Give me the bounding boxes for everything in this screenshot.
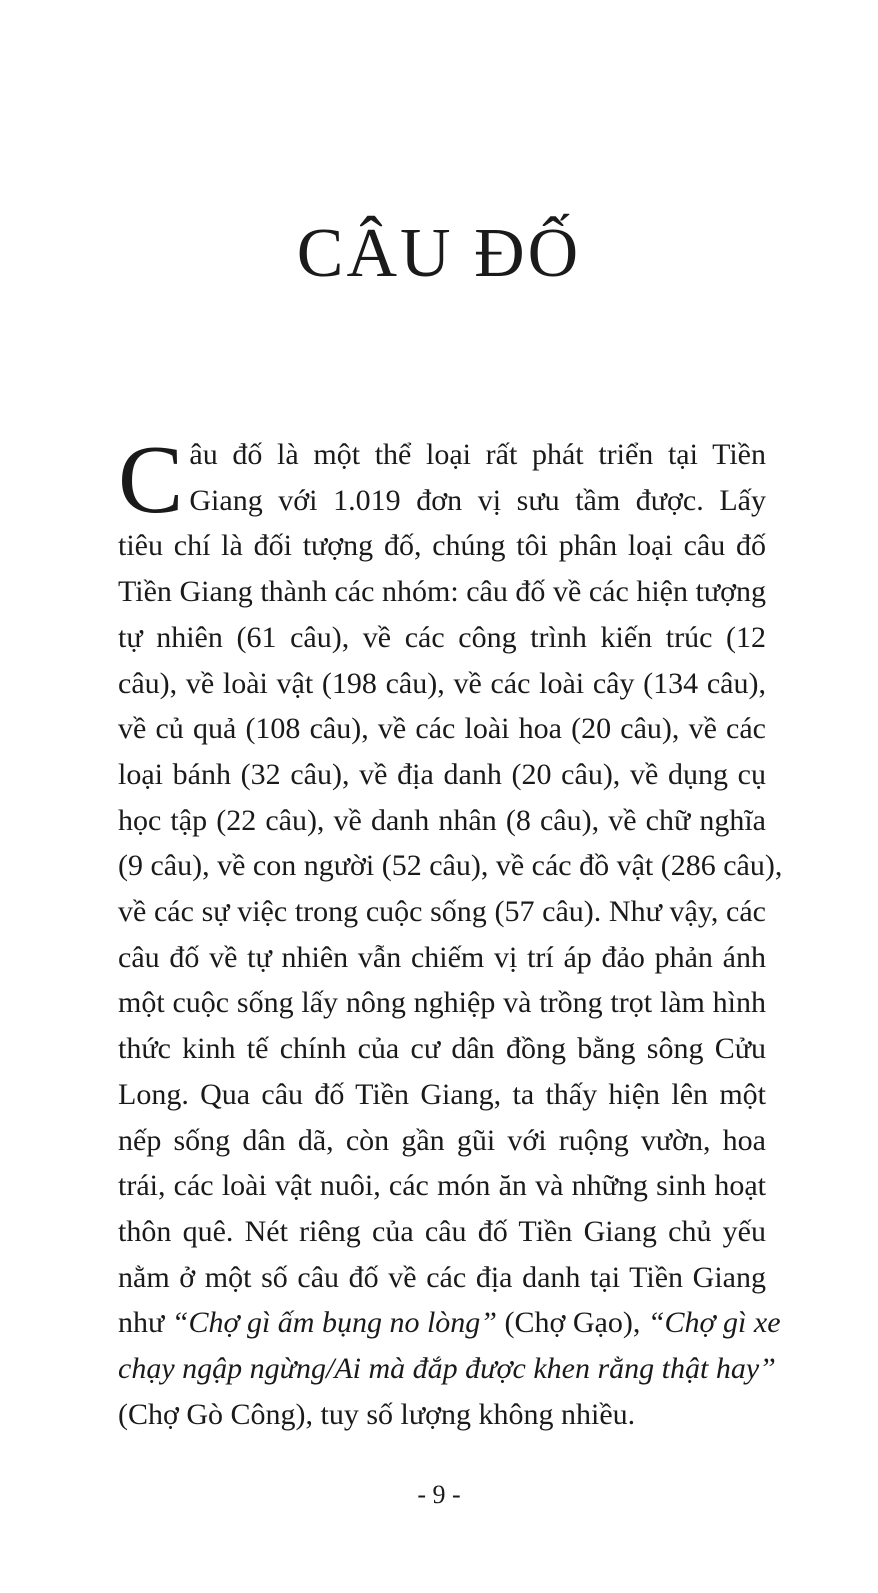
text-line: tự nhiên (61 câu), về các công trình kiến trúc (12 [118,620,766,654]
body-text [118,426,783,1437]
drop-cap: C [118,426,184,534]
text-line: loại bánh (32 câu), về địa danh (20 câu), về dụng cụ [118,757,766,791]
text-line: trái, các loài vật nuôi, các món ăn và những sinh hoạt [118,1169,766,1203]
text-line-last: (Chợ Gò Công), tuy số lượng không nhiều. [118,1397,636,1431]
text-line: Giang với 1.019 đơn vị sưu tầm được. Lấy [189,483,766,517]
text-line: về các sự việc trong cuộc sống (57 câu). Như vậy, các [118,895,766,929]
text-line: thôn quê. Nét riêng của câu đố Tiền Giang chủ yếu [118,1214,766,1248]
text-line: Long. Qua câu đố Tiền Giang, ta thấy hiện lên một [118,1077,766,1111]
text-line: nằm ở một số câu đố về các địa danh tại Tiền Giang [118,1260,766,1294]
text-line: nếp sống dân dã, còn gần gũi với ruộng vườn, hoa [118,1123,766,1157]
chapter-title: CÂU ĐỐ [296,215,582,292]
text-line: học tập (22 câu), về danh nhân (8 câu), về chữ nghĩa [118,803,766,837]
text-run: như [118,1306,172,1340]
text-line: về củ quả (108 câu), về các loài hoa (20 câu), về các [118,712,766,746]
text-line: Tiền Giang thành các nhóm: câu đố về các hiện tượng [118,575,766,609]
text-line: tiêu chí là đối tượng đố, chúng tôi phân loại câu đố [118,529,766,563]
quote-italic: “Chợ gì xe [647,1306,781,1340]
page-number: - 9 - [417,1480,461,1509]
text-line-mixed [118,1300,781,1346]
quote-italic: “Chợ gì ấm bụng no lòng” [171,1306,497,1340]
text-line: câu), về loài vật (198 câu), về các loài cây (134 câu), [118,666,766,700]
quote-italic-line: chạy ngập ngừng/Ai mà đắp được khen rằng thật hay” [118,1352,776,1386]
text-line: câu đố về tự nhiên vẫn chiếm vị trí áp đảo phản ánh [118,940,766,974]
text-run: (Chợ Gạo), [497,1306,648,1340]
text-line: thức kinh tế chính của cư dân đồng bằng sông Cửu [118,1032,766,1066]
text-line: một cuộc sống lấy nông nghiệp và trồng trọt làm hình [118,986,766,1020]
text-line: (9 câu), về con người (52 câu), về các đồ vật (286 câu), [118,849,783,883]
text-line: âu đố là một thể loại rất phát triển tại Tiền [189,438,766,471]
